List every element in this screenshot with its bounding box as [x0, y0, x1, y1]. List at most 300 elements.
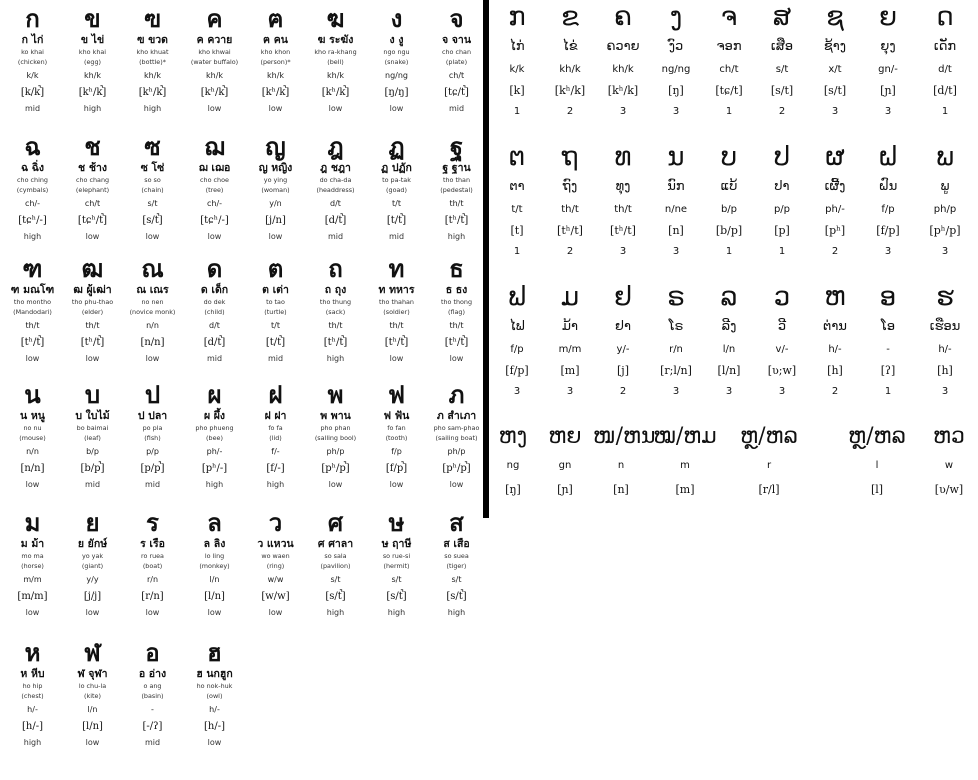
- lao-letter-cell: [756, 140, 808, 262]
- thai-letter: ฅ: [267, 5, 284, 33]
- thai-letter-cell: [245, 510, 306, 620]
- thai-letter-meaning: (boat): [142, 562, 163, 570]
- lao-letter: ທ: [614, 142, 632, 172]
- lao-letter: ປ: [773, 142, 791, 172]
- thai-letter-transliteration: th/t: [449, 321, 464, 330]
- thai-letter-romanization: kho ra-khang: [314, 48, 357, 56]
- thai-letter-transliteration: m/m: [23, 575, 42, 584]
- lao-letter-transliteration: th/t: [561, 204, 579, 215]
- thai-letter: ง: [390, 5, 403, 33]
- lao-compound-ipa: [n]: [613, 483, 629, 496]
- lao-letter: ກ: [508, 2, 526, 32]
- thai-letter-meaning: (chest): [21, 692, 44, 700]
- thai-letter-cell: [305, 134, 366, 244]
- thai-letter-ipa: [tʰ/t̚]: [444, 215, 469, 226]
- thai-letter-transliteration: ch/-: [206, 199, 223, 208]
- thai-letter-class: low: [85, 232, 100, 241]
- thai-letter: ห: [24, 639, 41, 667]
- thai-letter-romanization: no nen: [141, 298, 164, 306]
- thai-letter-transliteration: ph/p: [447, 447, 466, 456]
- lao-letter: ຟ: [508, 282, 526, 312]
- thai-letter-class: low: [207, 232, 222, 241]
- thai-letter-cell: [62, 382, 123, 492]
- thai-letter-meaning: (tiger): [446, 562, 467, 570]
- thai-letter-ipa: [n/n]: [140, 337, 165, 348]
- lao-letter-ipa: [r;l/n]: [660, 364, 692, 377]
- lao-letter: ຝ: [878, 142, 898, 172]
- thai-letter-name: ห หีบ: [20, 668, 45, 680]
- lao-letter-cell: [597, 140, 649, 262]
- thai-letter-transliteration: th/t: [25, 321, 40, 330]
- thai-letter-transliteration: t/t: [271, 321, 280, 330]
- lao-letter: ສ: [772, 2, 792, 32]
- lao-letter-ipa: [ɲ]: [880, 84, 896, 97]
- lao-letter-ipa: [f/p]: [505, 364, 529, 377]
- thai-letter-cell: [62, 640, 123, 750]
- lao-letter-name: ງົວ: [668, 39, 684, 54]
- lao-letter-transliteration: ng/ng: [661, 64, 691, 75]
- thai-letter-name: ม ม้า: [20, 538, 45, 550]
- thai-letter-name: ฒ ผู้เฒ่า: [73, 284, 112, 296]
- thai-letter-transliteration: kh/k: [143, 71, 162, 80]
- lao-letter-class: 3: [672, 106, 680, 117]
- thai-letter: ฌ: [204, 133, 225, 161]
- lao-letter-ipa: [pʰ]: [824, 224, 846, 237]
- lao-compound-ipa: [ɲ]: [557, 483, 573, 496]
- thai-letter-romanization: to tao: [266, 298, 285, 306]
- thai-letter: ว: [268, 509, 283, 537]
- thai-letter: ค: [206, 5, 223, 33]
- thai-letter-name: ฌ เฌอ: [198, 162, 231, 174]
- thai-letter-transliteration: ch/t: [448, 71, 465, 80]
- lao-letter: ຣ: [667, 282, 685, 312]
- thai-letter-transliteration: th/t: [85, 321, 100, 330]
- thai-letter-cell: [122, 256, 183, 366]
- lao-compound-cell: [829, 420, 925, 502]
- thai-letter-cell: [2, 134, 63, 244]
- thai-letter: ฮ: [207, 639, 222, 667]
- thai-letter: ฝ: [268, 381, 283, 409]
- thai-letter-ipa: [d/t̚]: [324, 215, 347, 226]
- thai-letter-class: low: [328, 480, 343, 489]
- thai-letter-name: ท ทหาร: [378, 284, 415, 296]
- lao-letter-name: ໄກ່: [509, 39, 525, 54]
- lao-letter-class: 3: [941, 246, 949, 257]
- lao-letter-transliteration: ph/-: [825, 204, 845, 215]
- lao-letter-transliteration: s/t: [775, 64, 789, 75]
- lao-letter-name: ຖົງ: [562, 179, 578, 194]
- thai-letter-romanization: so suea: [444, 552, 469, 560]
- thai-letter-romanization: kho khon: [260, 48, 291, 56]
- lao-letter-ipa: [f/p]: [876, 224, 900, 237]
- lao-letter-name: ປາ: [774, 179, 790, 194]
- thai-letter-meaning: (sailing boat): [435, 434, 478, 442]
- thai-letter-ipa: [kʰ/k̚]: [200, 87, 229, 98]
- lao-letter-cell: [597, 280, 649, 402]
- thai-letter-class: low: [207, 104, 222, 113]
- thai-letter-ipa: [s/t̚]: [325, 591, 346, 602]
- thai-letter-name: ฅ คน: [263, 34, 288, 46]
- lao-letter: ຊ: [826, 2, 844, 32]
- thai-letter-romanization: ko khai: [21, 48, 44, 56]
- lao-letter-cell: [650, 280, 702, 402]
- thai-letter: ภ: [448, 381, 465, 409]
- thai-letter-romanization: cho ching: [17, 176, 48, 184]
- thai-letter-ipa: [tɕʰ/-]: [200, 215, 229, 226]
- lao-compound-letter: ຫຼ/ຫລ: [848, 424, 906, 449]
- thai-letter-cell: [122, 640, 183, 750]
- lao-letter: ນ: [667, 142, 685, 172]
- thai-row: [0, 382, 483, 510]
- thai-letter-class: low: [25, 480, 40, 489]
- thai-letter-name: ถ ถุง: [324, 284, 347, 296]
- thai-letter-meaning: (plate): [445, 58, 468, 66]
- lao-letter-transliteration: y/-: [616, 344, 630, 355]
- lao-letter-class: 3: [725, 386, 733, 397]
- lao-letter-ipa: [j]: [617, 364, 629, 377]
- lao-letter-class: 2: [831, 386, 839, 397]
- lao-letter-class: 2: [831, 246, 839, 257]
- thai-letter: ฏ: [388, 133, 405, 161]
- lao-compound-letter: ຫງ: [498, 424, 528, 449]
- lao-letter-transliteration: h/-: [938, 344, 952, 355]
- thai-letter-cell: [2, 6, 63, 116]
- thai-letter-ipa: [pʰ/p̚]: [442, 463, 471, 474]
- thai-letter-ipa: [tɕʰ/-]: [18, 215, 47, 226]
- lao-letter-ipa: [kʰ/k]: [607, 84, 639, 97]
- thai-letter-cell: [305, 256, 366, 366]
- thai-row: [0, 134, 483, 262]
- thai-letter-class: low: [389, 480, 404, 489]
- thai-letter-meaning: (cymbals): [16, 186, 49, 194]
- thai-letter-romanization: do dek: [203, 298, 226, 306]
- lao-letter-transliteration: b/p: [720, 204, 738, 215]
- thai-letter-meaning: (Mandodari): [13, 308, 52, 316]
- lao-compound-row: [489, 420, 978, 518]
- lao-letter-ipa: [kʰ/k]: [554, 84, 586, 97]
- lao-letter-class: 2: [566, 246, 574, 257]
- thai-letter-romanization: yo yak: [81, 552, 104, 560]
- thai-letter-name: ข ไข่: [80, 34, 105, 46]
- lao-letter-name: ເສືອ: [770, 39, 794, 54]
- thai-letter-romanization: pho phueng: [195, 424, 234, 432]
- thai-letter-name: ช ช้าง: [78, 162, 107, 174]
- thai-letter-transliteration: l/n: [209, 575, 220, 584]
- thai-letter-class: low: [25, 608, 40, 617]
- thai-letter: อ: [145, 639, 160, 667]
- lao-letter-class: 2: [778, 106, 786, 117]
- lao-letter-name: ວີ: [777, 319, 787, 334]
- lao-letter-name: ທຸງ: [615, 179, 631, 194]
- lao-letter-cell: [862, 140, 914, 262]
- lao-letter-name: ຊ້າງ: [823, 39, 847, 54]
- thai-letter-meaning: (woman): [261, 186, 290, 194]
- lao-letter-cell: [919, 0, 971, 122]
- thai-letter-meaning: (giant): [81, 562, 104, 570]
- thai-letter-transliteration: n/n: [146, 321, 159, 330]
- lao-compound-ipa: [ʋ/w]: [934, 483, 964, 496]
- lao-letter-transliteration: ph/p: [933, 204, 957, 215]
- thai-letter-ipa: [pʰ/-]: [201, 463, 228, 474]
- thai-letter-romanization: do cha-da: [319, 176, 352, 184]
- thai-letter-transliteration: r/n: [146, 575, 159, 584]
- thai-letter-ipa: [s/t̚]: [386, 591, 407, 602]
- lao-letter-transliteration: kh/k: [612, 64, 634, 75]
- lao-letter-ipa: [h]: [937, 364, 953, 377]
- lao-letter-ipa: [s/t]: [823, 84, 847, 97]
- thai-letter: ร: [146, 509, 159, 537]
- lao-compound-letter: ຫຍ: [548, 424, 582, 449]
- thai-letter-ipa: [f/-]: [266, 463, 285, 474]
- thai-letter-cell: [245, 382, 306, 492]
- thai-letter-class: low: [207, 608, 222, 617]
- thai-letter-meaning: (leaf): [84, 434, 101, 442]
- thai-letter-romanization: tho thong: [440, 298, 473, 306]
- thai-letter-ipa: [l/n]: [82, 721, 103, 732]
- thai-letter-class: mid: [144, 738, 161, 747]
- lao-letter-class: 1: [778, 246, 786, 257]
- lao-letter-ipa: [n]: [668, 224, 684, 237]
- thai-letter-class: low: [25, 354, 40, 363]
- thai-letter-romanization: tho than: [442, 176, 471, 184]
- thai-letter-cell: [184, 382, 245, 492]
- thai-letter-name: ร เรือ: [140, 538, 165, 550]
- thai-letter-ipa: [s/t̚]: [142, 215, 163, 226]
- thai-letter-meaning: (salling bool): [314, 434, 357, 442]
- thai-letter-romanization: cho choe: [200, 176, 229, 184]
- thai-letter-transliteration: s/t: [147, 199, 158, 208]
- thai-letter-ipa: [pʰ/p̚]: [321, 463, 350, 474]
- lao-letter-class: 3: [831, 106, 839, 117]
- lao-compound-cell: [921, 420, 977, 502]
- thai-letter: ด: [206, 255, 223, 283]
- thai-letter: น: [24, 381, 41, 409]
- thai-letter-class: low: [268, 232, 283, 241]
- thai-letter-cell: [62, 256, 123, 366]
- thai-letter: พ: [327, 381, 344, 409]
- thai-letter-meaning: (kite): [84, 692, 101, 700]
- lao-compound-letter: ຫວ: [933, 424, 965, 449]
- lao-letter-transliteration: p/p: [773, 204, 791, 215]
- thai-letter-class: mid: [327, 232, 344, 241]
- lao-letter-cell: [703, 140, 755, 262]
- lao-letter-ipa: [t]: [510, 224, 524, 237]
- thai-letter-cell: [426, 510, 487, 620]
- lao-letter-class: 3: [672, 246, 680, 257]
- thai-letter-transliteration: -: [151, 705, 154, 714]
- thai-letter-class: low: [145, 354, 160, 363]
- lao-letter-name: ໄຂ່: [562, 39, 578, 54]
- lao-letter-name: ຝົນ: [878, 179, 898, 194]
- thai-letter-romanization: fo fa: [268, 424, 283, 432]
- thai-letter: ส: [449, 509, 464, 537]
- lao-letter-transliteration: v/-: [775, 344, 789, 355]
- thai-letter-class: mid: [84, 480, 101, 489]
- lao-letter: ຢ: [614, 282, 632, 312]
- lao-letter-name: ຈອກ: [716, 39, 742, 54]
- thai-letter-romanization: kho khai: [78, 48, 107, 56]
- thai-letter-ipa: [k/k̚]: [20, 87, 45, 98]
- thai-letter-cell: [184, 134, 245, 244]
- lao-alphabet-table: [489, 0, 978, 518]
- thai-letter-transliteration: t/t: [392, 199, 401, 208]
- lao-letter-transliteration: r/n: [669, 344, 683, 355]
- lao-letter-class: 3: [566, 386, 574, 397]
- thai-letter-meaning: (owl): [206, 692, 223, 700]
- thai-letter-class: low: [389, 354, 404, 363]
- thai-letter-meaning: (pavilion): [320, 562, 351, 570]
- thai-letter-name: ล ลิง: [203, 538, 226, 550]
- thai-letter-ipa: [n/n]: [20, 463, 45, 474]
- thai-letter-ipa: [l/n]: [204, 591, 225, 602]
- thai-letter-cell: [184, 640, 245, 750]
- thai-letter-ipa: [tʰ/t̚]: [80, 337, 105, 348]
- thai-letter-cell: [122, 382, 183, 492]
- thai-row: [0, 510, 483, 638]
- thai-letter-meaning: (chicken): [17, 58, 48, 66]
- lao-letter: ຮ: [936, 282, 954, 312]
- lao-letter-ipa: [b/p]: [715, 224, 743, 237]
- lao-letter: ຫ: [824, 282, 846, 312]
- lao-compound-transliteration: gn: [558, 460, 572, 471]
- thai-letter-class: high: [326, 608, 345, 617]
- thai-letter-transliteration: kh/k: [326, 71, 345, 80]
- thai-letter-cell: [366, 134, 427, 244]
- lao-letter-ipa: [h]: [827, 364, 843, 377]
- lao-letter: ຖ: [561, 142, 579, 172]
- thai-letter-name: ฑ มณโฑ: [10, 284, 55, 296]
- thai-letter: ฟ: [388, 381, 405, 409]
- thai-letter-name: ธ ธง: [445, 284, 468, 296]
- thai-letter-romanization: no nu: [23, 424, 42, 432]
- thai-letter-meaning: (person)*: [260, 58, 291, 66]
- lao-letter-ipa: [s/t]: [770, 84, 794, 97]
- thai-letter: ถ: [328, 255, 343, 283]
- thai-letter-cell: [2, 256, 63, 366]
- lao-letter-ipa: [ŋ]: [668, 84, 684, 97]
- lao-letter-class: 3: [619, 246, 627, 257]
- thai-letter-transliteration: w/w: [267, 575, 284, 584]
- thai-letter-name: ภ สำเภา: [436, 410, 477, 422]
- lao-letter-transliteration: -: [886, 344, 890, 355]
- thai-letter-class: low: [85, 608, 100, 617]
- thai-letter-class: high: [447, 608, 466, 617]
- thai-letter-cell: [366, 256, 427, 366]
- thai-letter-ipa: [p/p̚]: [140, 463, 165, 474]
- thai-letter-class: low: [207, 738, 222, 747]
- lao-letter-name: ເຜີ້ງ: [824, 179, 846, 194]
- thai-letter-class: high: [205, 480, 224, 489]
- lao-letter-ipa: [m]: [560, 364, 580, 377]
- thai-letter-name: ษ ฤาษี: [381, 538, 412, 550]
- lao-letter-transliteration: t/t: [511, 204, 523, 215]
- thai-letter-transliteration: ph/p: [326, 447, 345, 456]
- lao-letter-class: 3: [778, 386, 786, 397]
- thai-letter-transliteration: f/-: [271, 447, 280, 456]
- thai-letter-romanization: lo chu-la: [78, 682, 107, 690]
- lao-letter: ວ: [773, 282, 791, 312]
- thai-letter-ipa: [s/t̚]: [446, 591, 467, 602]
- lao-letter-cell: [756, 0, 808, 122]
- thai-letter-romanization: fo fan: [387, 424, 406, 432]
- thai-letter-cell: [184, 510, 245, 620]
- thai-letter-transliteration: kh/k: [205, 71, 224, 80]
- lao-compound-cell: [541, 420, 589, 502]
- thai-letter-name: ศ ศาลา: [317, 538, 354, 550]
- thai-letter-name: ณ เณร: [136, 284, 169, 296]
- thai-letter-class: low: [449, 354, 464, 363]
- lao-letter-cell: [544, 280, 596, 402]
- thai-letter-class: high: [83, 104, 102, 113]
- thai-letter: ต: [267, 255, 284, 283]
- thai-letter-romanization: cho chang: [75, 176, 110, 184]
- thai-letter-name: ก ไก่: [21, 34, 44, 46]
- thai-letter-cell: [184, 256, 245, 366]
- lao-letter: ລ: [720, 282, 738, 312]
- thai-letter-romanization: ho hip: [22, 682, 43, 690]
- thai-letter-cell: [184, 6, 245, 116]
- thai-letter-transliteration: th/t: [328, 321, 343, 330]
- lao-letter-class: 1: [725, 246, 733, 257]
- lao-letter-class: 3: [884, 246, 892, 257]
- lao-letter: ຂ: [561, 2, 579, 32]
- lao-row: [489, 0, 978, 130]
- thai-letter-name: ว แหวน: [257, 538, 294, 550]
- thai-letter-romanization: po pla: [142, 424, 163, 432]
- lao-letter-ipa: [d/t]: [933, 84, 957, 97]
- thai-letter-class: high: [326, 354, 345, 363]
- thai-letter-romanization: so so: [144, 176, 161, 184]
- lao-letter-name: ນົກ: [667, 179, 685, 194]
- thai-letter-romanization: kho khwai: [198, 48, 231, 56]
- thai-letter-meaning: (lid): [269, 434, 282, 442]
- lao-letter-cell: [703, 0, 755, 122]
- lao-letter-cell: [809, 0, 861, 122]
- lao-letter: ຕ: [508, 142, 526, 172]
- thai-letter-ipa: [h/-]: [22, 721, 43, 732]
- thai-letter: ศ: [327, 509, 344, 537]
- lao-letter-transliteration: m/m: [558, 344, 582, 355]
- thai-letter-meaning: (hermit): [383, 562, 410, 570]
- lao-letter-cell: [809, 280, 861, 402]
- lao-letter-name: ຍຸງ: [880, 39, 896, 54]
- lao-compound-ipa: [ŋ]: [505, 483, 521, 496]
- thai-letter-meaning: (water buffalo): [190, 58, 239, 66]
- thai-letter-meaning: (headdress): [316, 186, 355, 194]
- lao-letter-name: ຄວາຍ: [606, 39, 640, 54]
- thai-letter-transliteration: h/-: [27, 705, 38, 714]
- thai-letter-transliteration: kh/k: [266, 71, 285, 80]
- thai-letter-ipa: [tʰ/t̚]: [323, 337, 348, 348]
- lao-letter: ງ: [669, 2, 683, 32]
- thai-letter-meaning: (turtle): [264, 308, 287, 316]
- thai-letter-class: high: [387, 608, 406, 617]
- lao-compound-ipa: [l]: [870, 483, 884, 496]
- lao-letter-class: 1: [725, 106, 733, 117]
- lao-compound-transliteration: ng: [506, 460, 520, 471]
- lao-compound-transliteration: m: [680, 460, 690, 471]
- thai-letter-meaning: (tree): [205, 186, 224, 194]
- lao-letter-name: ເຮືອນ: [929, 319, 961, 334]
- thai-letter-transliteration: ch/-: [24, 199, 41, 208]
- lao-letter-transliteration: h/-: [828, 344, 842, 355]
- lao-letter-cell: [544, 0, 596, 122]
- thai-letter-cell: [426, 6, 487, 116]
- lao-compound-cell: [593, 420, 656, 502]
- thai-letter: ผ: [207, 381, 222, 409]
- lao-letter-cell: [650, 140, 702, 262]
- thai-letter-name: ส เสือ: [443, 538, 470, 550]
